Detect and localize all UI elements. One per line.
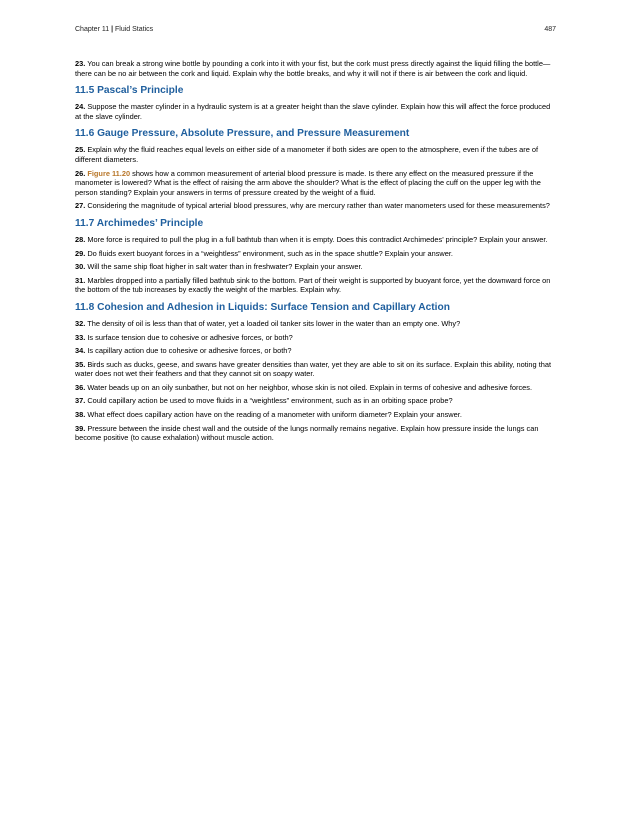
question-number: 37. xyxy=(75,396,86,406)
question-number: 34. xyxy=(75,346,86,356)
running-header xyxy=(75,26,556,33)
question-number: 36. xyxy=(75,382,86,392)
question-35 xyxy=(75,360,557,379)
question-31 xyxy=(75,276,557,295)
chapter-label xyxy=(75,26,153,33)
question-33 xyxy=(75,333,557,343)
question-25 xyxy=(75,145,557,164)
question-text: Birds such as ducks, geese, and swans have greater densities than water, yet they are able to sit on its surface. Explain this ability, noting that water does not wet their feathers and that they cannot sit on soapy water. xyxy=(75,359,552,379)
section-heading-11-6: 11.6 Gauge Pressure, Absolute Pressure, and Pressure Measurement xyxy=(75,128,410,140)
question-text: You can break a strong wine bottle by pounding a cork into it with your fist, but the cork must press directly against the liquid filling the bottle—there can be no air between the cork and liquid. Explain why the bottle breaks, and why it will not if there is air between the cork and liquid. xyxy=(75,59,551,78)
chapter-title: Fluid Statics xyxy=(115,26,154,33)
question-number: 39. xyxy=(75,423,86,433)
question-number: 33. xyxy=(75,332,86,342)
question-number: 24. xyxy=(75,102,86,112)
question-32 xyxy=(75,319,557,329)
question-text: What effect does capillary action have on the reading of a manometer with uniform diameter? Explain your answer. xyxy=(87,410,462,420)
question-text: Do fluids exert buoyant forces in a “weightless” environment, such as in the space shuttle? Explain your answer. xyxy=(87,248,453,258)
question-text: Will the same ship float higher in salt water than in freshwater? Explain your answer. xyxy=(87,262,363,272)
question-text: More force is required to pull the plug in a full bathtub than when it is empty. Does this contradict Archimedes’ principle? Explain your answer. xyxy=(87,234,548,244)
section-heading-11-7: 11.7 Archimedes’ Principle xyxy=(75,217,204,229)
question-number: 23. xyxy=(75,59,86,68)
question-text: shows how a common measurement of arterial blood pressure is made. Is there any effect on the measured pressure if the manometer is lowered? What is the effect of raising the arm above the shoulder? What is the effect of placing the cuff on the upper leg with the person standing? Explain your answers in terms of pressure created by the weight of a fluid. xyxy=(75,168,541,197)
question-text: Is capillary action due to cohesive or adhesive forces, or both? xyxy=(87,346,292,356)
question-23 xyxy=(75,59,557,78)
question-number: 35. xyxy=(75,359,86,369)
header-separator: | xyxy=(111,26,114,33)
question-number: 31. xyxy=(75,275,86,285)
question-text: Suppose the master cylinder in a hydraulic system is at a greater height than the slave cylinder. Explain how this will affect the force produced at the slave cylinder. xyxy=(75,102,551,121)
chapter-number: Chapter 11 xyxy=(75,26,110,33)
question-text: Is surface tension due to cohesive or adhesive forces, or both? xyxy=(87,332,293,342)
page-content xyxy=(75,59,557,447)
question-number: 28. xyxy=(75,234,86,244)
question-text: Explain why the fluid reaches equal levels on either side of a manometer if both sides are open to the atmosphere, even if the tubes are of different diameters. xyxy=(75,145,539,164)
question-24 xyxy=(75,102,557,121)
question-26 xyxy=(75,169,557,198)
figure-link[interactable]: Figure 11.20 xyxy=(87,168,131,178)
question-28 xyxy=(75,235,557,245)
question-27 xyxy=(75,201,557,211)
question-37 xyxy=(75,396,557,406)
question-number: 26. xyxy=(75,168,86,178)
question-34 xyxy=(75,346,557,356)
question-39 xyxy=(75,424,557,443)
section-heading-11-5: 11.5 Pascal’s Principle xyxy=(75,85,184,97)
question-number: 30. xyxy=(75,262,86,272)
question-number: 27. xyxy=(75,201,86,211)
question-text: Marbles dropped into a partially filled bathtub sink to the bottom. Part of their weight is supported by buoyant force, yet the downward force on the bottom of the tub increases by exactly the weight of the marbles. Explain why. xyxy=(75,275,551,295)
page-number: 487 xyxy=(544,26,556,33)
question-number: 38. xyxy=(75,410,86,420)
question-38 xyxy=(75,410,557,420)
question-36 xyxy=(75,383,557,393)
question-number: 32. xyxy=(75,318,86,328)
question-text: Could capillary action be used to move fluids in a “weightless” environment, such as in an orbiting space probe? xyxy=(87,396,453,406)
question-30 xyxy=(75,262,557,272)
question-text: Pressure between the inside chest wall and the outside of the lungs normally remains negative. Explain how pressure inside the lungs can become positive (to cause exhalation) without muscle action. xyxy=(75,423,539,443)
question-number: 29. xyxy=(75,248,86,258)
question-29 xyxy=(75,249,557,259)
question-text: Considering the magnitude of typical arterial blood pressures, why are mercury rather than water manometers used for these measurements? xyxy=(87,201,550,211)
question-text: The density of oil is less than that of water, yet a loaded oil tanker sits lower in the water than an empty one. Why? xyxy=(87,318,461,328)
section-heading-11-8: 11.8 Cohesion and Adhesion in Liquids: Surface Tension and Capillary Action xyxy=(75,301,450,313)
question-text: Water beads up on an oily sunbather, but not on her neighbor, whose skin is not oiled. Explain in terms of cohesive and adhesive forces. xyxy=(87,382,533,392)
question-number: 25. xyxy=(75,145,86,155)
